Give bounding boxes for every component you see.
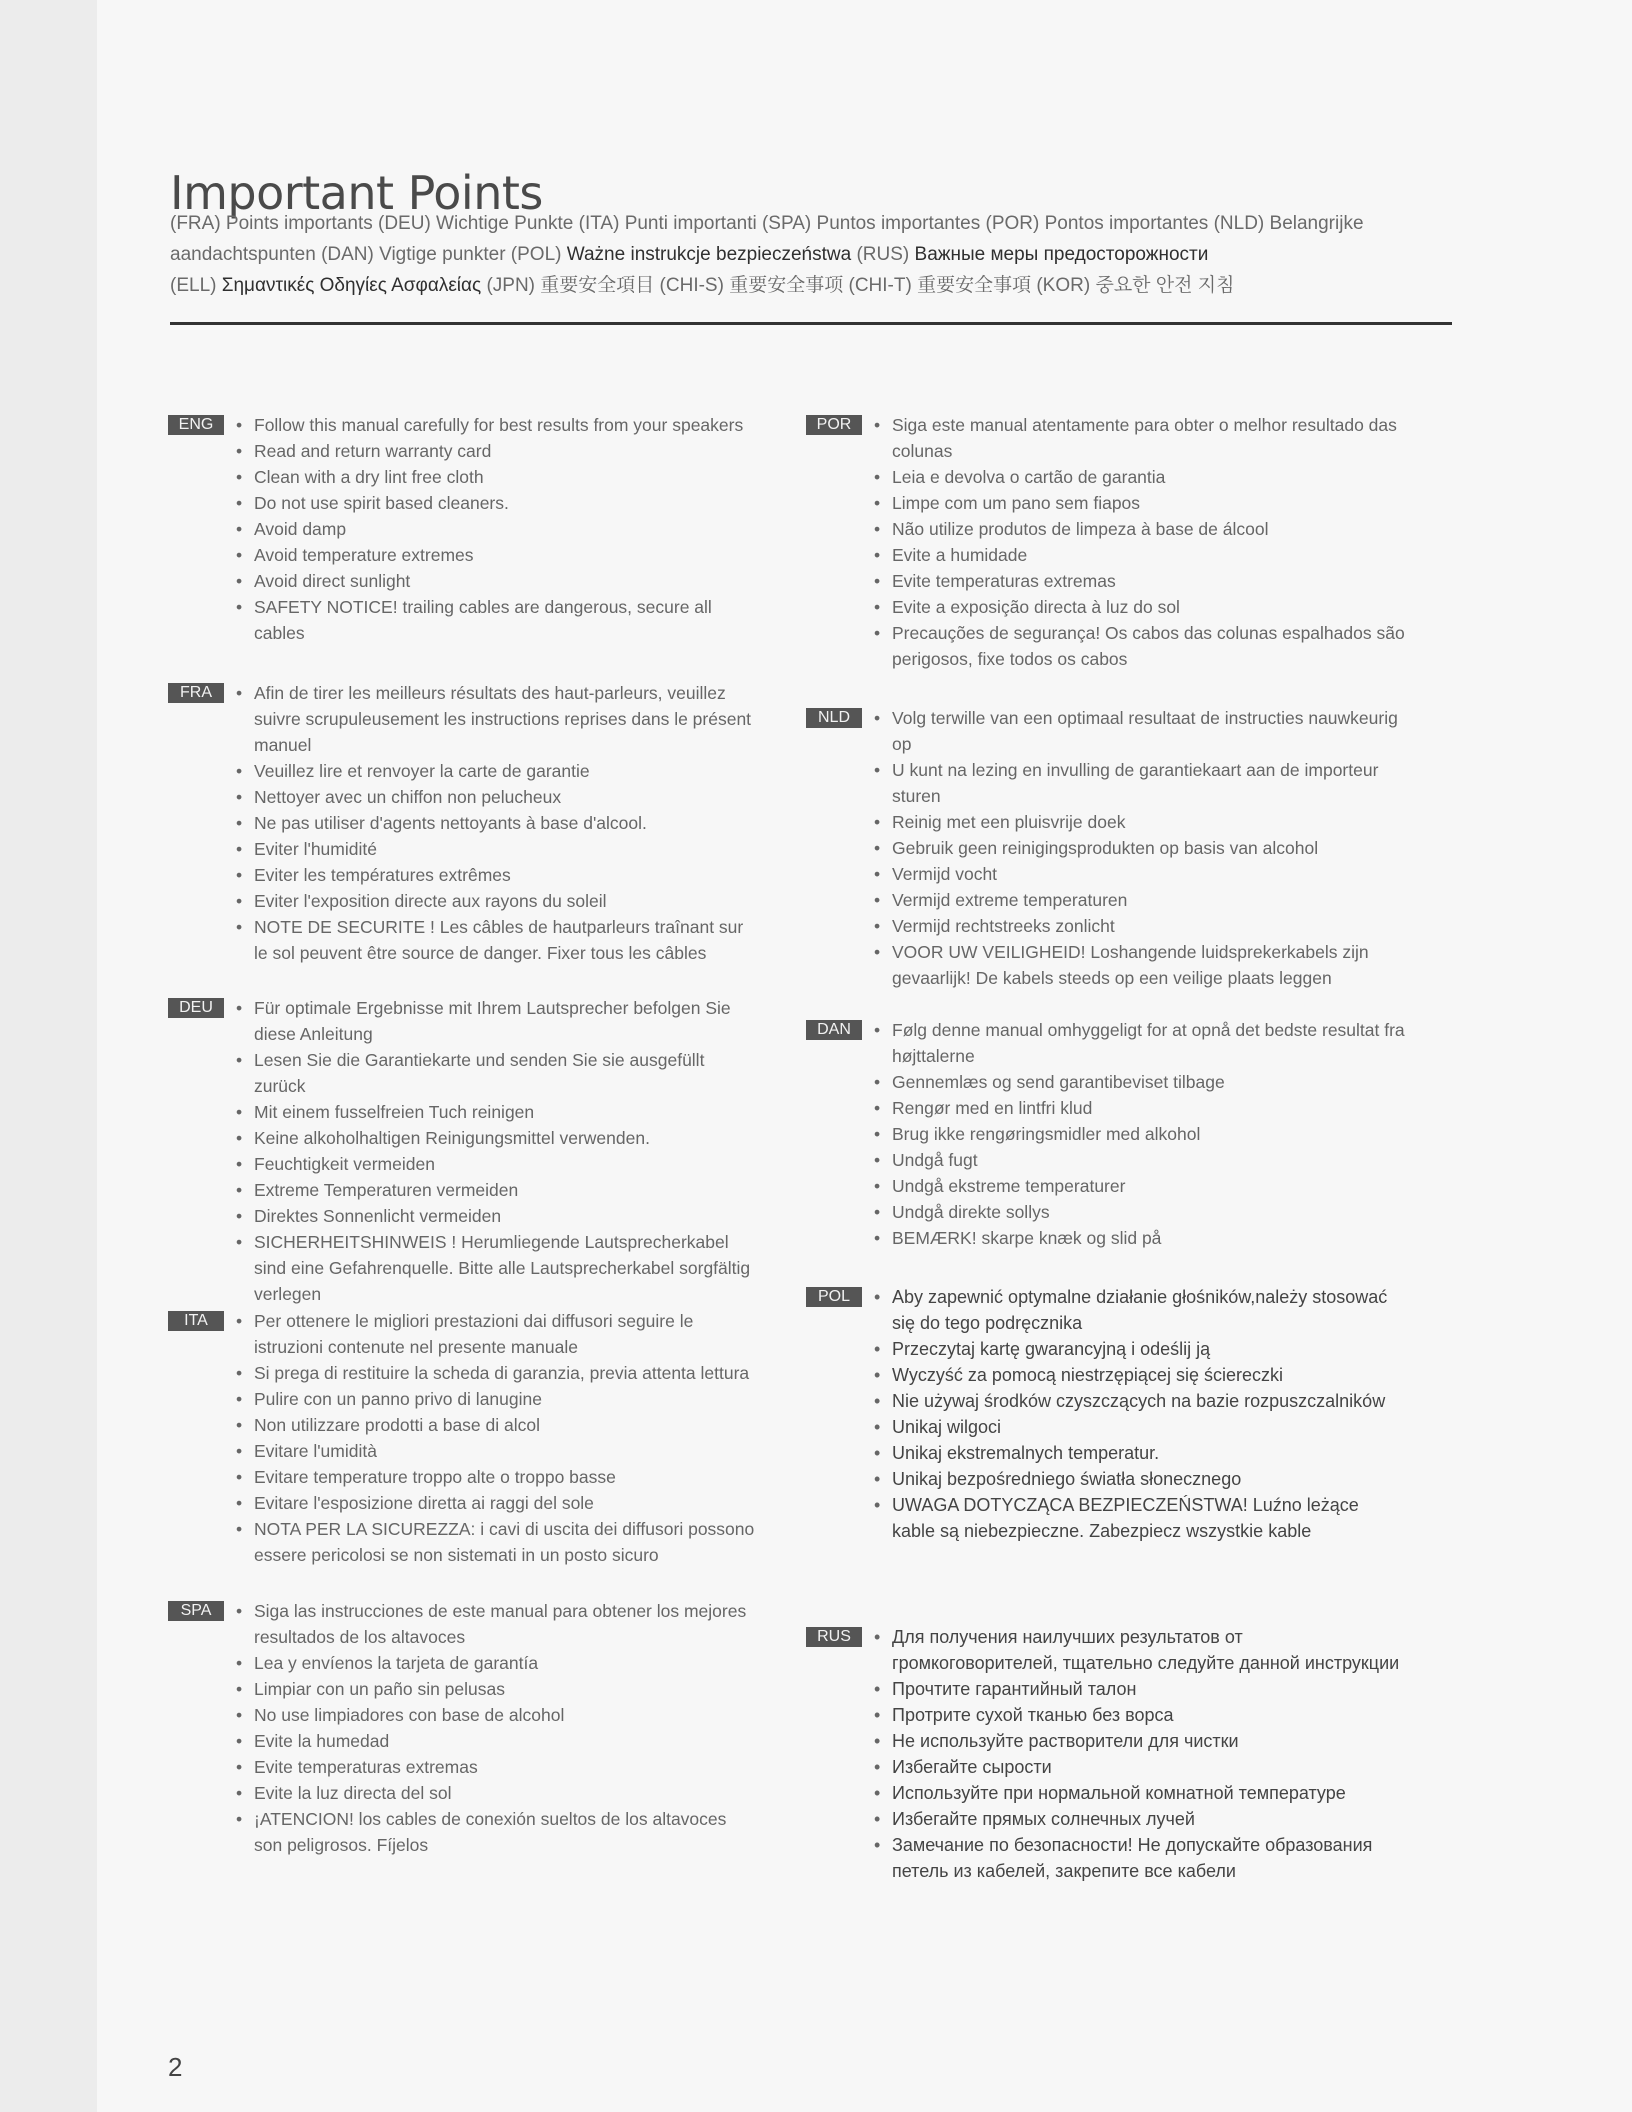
instruction-item: • Leia e devolva o cartão de garantia xyxy=(874,464,1406,490)
instruction-list xyxy=(874,1017,1406,1251)
instruction-item: • Pulire con un panno privo di lanugine xyxy=(236,1386,758,1412)
instruction-item: • Evite temperaturas extremas xyxy=(874,568,1406,594)
instruction-item: • Mit einem fusselfreien Tuch reinigen xyxy=(236,1099,758,1125)
instruction-item: • No use limpiadores con base de alcohol xyxy=(236,1702,758,1728)
instruction-item: • Используйте при нормальной комнатной температуре xyxy=(874,1780,1406,1806)
instruction-item: • Vermijd vocht xyxy=(874,861,1406,887)
instruction-item: • Evitare l'esposizione diretta ai raggi del sole xyxy=(236,1490,758,1516)
language-badge: ENG xyxy=(168,415,224,435)
instruction-item: • Follow this manual carefully for best results from your speakers xyxy=(236,412,758,438)
instruction-item: • Reinig met een pluisvrije doek xyxy=(874,809,1406,835)
instruction-item: • Eviter l'exposition directe aux rayons du soleil xyxy=(236,888,758,914)
translations-line-1: (FRA) Points importants (DEU) Wichtige Punkte (ITA) Punti importanti (SPA) Puntos importantes (POR) Pontos importantes (NLD) Belangrijke xyxy=(170,213,1364,234)
instruction-item: • Для получения наилучших результатов от громкоговорителей, тщательно следуйте данной инструкции xyxy=(874,1624,1406,1676)
instruction-list xyxy=(874,705,1406,991)
instruction-item: • Avoid damp xyxy=(236,516,758,542)
instruction-item: • Do not use spirit based cleaners. xyxy=(236,490,758,516)
instruction-item: • Veuillez lire et renvoyer la carte de garantie xyxy=(236,758,758,784)
language-badge: NLD xyxy=(806,708,862,728)
instruction-item: • Brug ikke rengøringsmidler med alkohol xyxy=(874,1121,1406,1147)
instruction-item: • Avoid direct sunlight xyxy=(236,568,758,594)
instruction-item: • Gebruik geen reinigingsprodukten op basis van alcohol xyxy=(874,835,1406,861)
language-badge: POL xyxy=(806,1287,862,1307)
instruction-item: • U kunt na lezing en invulling de garantiekaart aan de importeur sturen xyxy=(874,757,1406,809)
instruction-item: • Избегайте прямых солнечных лучей xyxy=(874,1806,1406,1832)
instruction-item: • Протрите сухой тканью без ворса xyxy=(874,1702,1406,1728)
instruction-item: • Aby zapewnić optymalne działanie głośników,należy stosować się do tego podręcznika xyxy=(874,1284,1406,1336)
instruction-list xyxy=(236,412,758,646)
instruction-item: • Evitare l'umidità xyxy=(236,1438,758,1464)
section-por xyxy=(806,412,1406,672)
instruction-item: • Evite la humedad xyxy=(236,1728,758,1754)
instruction-list xyxy=(874,1284,1406,1544)
instruction-item: • Gennemlæs og send garantibeviset tilbage xyxy=(874,1069,1406,1095)
instruction-list xyxy=(236,680,758,966)
instruction-item: • Nie używaj środków czyszczących na bazie rozpuszczalników xyxy=(874,1388,1406,1414)
instruction-item: • Unikaj bezpośredniego światła słonecznego xyxy=(874,1466,1406,1492)
title-translations xyxy=(170,208,1460,301)
instruction-item: • Extreme Temperaturen vermeiden xyxy=(236,1177,758,1203)
instruction-item: • Si prega di restituire la scheda di garanzia, previa attenta lettura xyxy=(236,1360,758,1386)
translations-line-2: aandachtspunten (DAN) Vigtige punkter (POL) Ważne instrukcje bezpieczeństwa (RUS) Важные меры предосторожности xyxy=(170,244,1209,265)
instruction-item: • Não utilize produtos de limpeza à base de álcool xyxy=(874,516,1406,542)
instruction-item: • Afin de tirer les meilleurs résultats des haut-parleurs, veuillez suivre scrupuleusement les instructions reprises dans le présent manuel xyxy=(236,680,758,758)
instruction-item: • Undgå fugt xyxy=(874,1147,1406,1173)
instruction-item: • Volg terwille van een optimaal resultaat de instructies nauwkeurig op xyxy=(874,705,1406,757)
instruction-item: • Feuchtigkeit vermeiden xyxy=(236,1151,758,1177)
language-badge: FRA xyxy=(168,683,224,703)
instruction-item: • Undgå direkte sollys xyxy=(874,1199,1406,1225)
instruction-item: • Eviter les températures extrêmes xyxy=(236,862,758,888)
instruction-item: • Avoid temperature extremes xyxy=(236,542,758,568)
section-fra xyxy=(168,680,758,966)
section-spa xyxy=(168,1598,758,1858)
section-pol xyxy=(806,1284,1406,1544)
instruction-item: • Wyczyść za pomocą niestrzępiącej się ściereczki xyxy=(874,1362,1406,1388)
instruction-list xyxy=(236,1598,758,1858)
instruction-item: • SAFETY NOTICE! trailing cables are dangerous, secure all cables xyxy=(236,594,758,646)
instruction-item: • Rengør med en lintfri klud xyxy=(874,1095,1406,1121)
instruction-item: • Eviter l'humidité xyxy=(236,836,758,862)
translations-line-3: (ELL) Σημαντικές Οδηγίες Ασφαλείας (JPN) 重要安全項目 (CHI-S) 重要安全事项 (CHI-T) 重要安全事項 (KOR) 중요한 안전 지침 xyxy=(170,275,1235,296)
language-badge: SPA xyxy=(168,1601,224,1621)
language-badge: DEU xyxy=(168,998,224,1018)
instruction-item: • BEMÆRK! skarpe knæk og slid på xyxy=(874,1225,1406,1251)
language-badge: RUS xyxy=(806,1627,862,1647)
instruction-list xyxy=(236,1308,758,1568)
title-divider xyxy=(170,322,1452,325)
instruction-item: • Undgå ekstreme temperaturer xyxy=(874,1173,1406,1199)
instruction-item: • Siga este manual atentamente para obter o melhor resultado das colunas xyxy=(874,412,1406,464)
language-badge: DAN xyxy=(806,1020,862,1040)
section-ita xyxy=(168,1308,758,1568)
page-number: 2 xyxy=(168,2052,183,2082)
instruction-item: • Прочтите гарантийный талон xyxy=(874,1676,1406,1702)
instruction-item: • Lesen Sie die Garantiekarte und senden Sie sie ausgefüllt zurück xyxy=(236,1047,758,1099)
instruction-item: • Precauções de segurança! Os cabos das colunas espalhados são perigosos, fixe todos os cabos xyxy=(874,620,1406,672)
instruction-item: • Non utilizzare prodotti a base di alcol xyxy=(236,1412,758,1438)
language-badge: POR xyxy=(806,415,862,435)
instruction-item: • VOOR UW VEILIGHEID! Loshangende luidsprekerkabels zijn gevaarlijk! De kabels steeds op een veilige plaats leggen xyxy=(874,939,1406,991)
instruction-item: • Read and return warranty card xyxy=(236,438,758,464)
section-nld xyxy=(806,705,1406,991)
instruction-item: • Limpe com um pano sem fiapos xyxy=(874,490,1406,516)
instruction-item: • Evite la luz directa del sol xyxy=(236,1780,758,1806)
instruction-item: • Unikaj wilgoci xyxy=(874,1414,1406,1440)
instruction-item: • Nettoyer avec un chiffon non pelucheux xyxy=(236,784,758,810)
section-deu xyxy=(168,995,758,1307)
instruction-item: • Vermijd extreme temperaturen xyxy=(874,887,1406,913)
instruction-item: • Limpiar con un paño sin pelusas xyxy=(236,1676,758,1702)
instruction-item: • Evitare temperature troppo alte o troppo basse xyxy=(236,1464,758,1490)
language-badge: ITA xyxy=(168,1311,224,1331)
instruction-item: • Følg denne manual omhyggeligt for at opnå det bedste resultat fra højttalerne xyxy=(874,1017,1406,1069)
instruction-item: • Unikaj ekstremalnych temperatur. xyxy=(874,1440,1406,1466)
instruction-item: • Не используйте растворители для чистки xyxy=(874,1728,1406,1754)
instruction-item: • Избегайте сырости xyxy=(874,1754,1406,1780)
section-dan xyxy=(806,1017,1406,1251)
instruction-item: • NOTA PER LA SICUREZZA: i cavi di uscita dei diffusori possono essere pericolosi se non sistemati in un posto sicuro xyxy=(236,1516,758,1568)
instruction-item: • Clean with a dry lint free cloth xyxy=(236,464,758,490)
page-title: Important Points xyxy=(170,165,543,220)
instruction-item: • Замечание по безопасности! Не допускайте образования петель из кабелей, закрепите все кабели xyxy=(874,1832,1406,1884)
instruction-item: • Vermijd rechtstreeks zonlicht xyxy=(874,913,1406,939)
instruction-list xyxy=(874,412,1406,672)
instruction-item: • Siga las instrucciones de este manual para obtener los mejores resultados de los altavoces xyxy=(236,1598,758,1650)
instruction-item: • Evite a humidade xyxy=(874,542,1406,568)
section-rus xyxy=(806,1624,1406,1884)
instruction-item: • Direktes Sonnenlicht vermeiden xyxy=(236,1203,758,1229)
instruction-item: • Für optimale Ergebnisse mit Ihrem Lautsprecher befolgen Sie diese Anleitung xyxy=(236,995,758,1047)
instruction-item: • Evite a exposição directa à luz do sol xyxy=(874,594,1406,620)
instruction-item: • SICHERHEITSHINWEIS ! Herumliegende Lautsprecherkabel sind eine Gefahrenquelle. Bitte alle Lautsprecherkabel sorgfältig verlegen xyxy=(236,1229,758,1307)
instruction-item: • Przeczytaj kartę gwarancyjną i odeślij ją xyxy=(874,1336,1406,1362)
instruction-item: • Evite temperaturas extremas xyxy=(236,1754,758,1780)
instruction-item: • Lea y envíenos la tarjeta de garantía xyxy=(236,1650,758,1676)
instruction-item: • UWAGA DOTYCZĄCA BEZPIECZEŃSTWA! Luźno leżące kable są niebezpieczne. Zabezpiecz wszystkie kable xyxy=(874,1492,1406,1544)
instruction-item: • Ne pas utiliser d'agents nettoyants à base d'alcool. xyxy=(236,810,758,836)
instruction-list xyxy=(874,1624,1406,1884)
instruction-item: • NOTE DE SECURITE ! Les câbles de hautparleurs traînant sur le sol peuvent être source de danger. Fixer tous les câbles xyxy=(236,914,758,966)
instruction-item: • Per ottenere le migliori prestazioni dai diffusori seguire le istruzioni contenute nel presente manuale xyxy=(236,1308,758,1360)
instruction-item: • ¡ATENCION! los cables de conexión sueltos de los altavoces son peligrosos. Fíjelos xyxy=(236,1806,758,1858)
instruction-list xyxy=(236,995,758,1307)
section-eng xyxy=(168,412,758,646)
instruction-item: • Keine alkoholhaltigen Reinigungsmittel verwenden. xyxy=(236,1125,758,1151)
